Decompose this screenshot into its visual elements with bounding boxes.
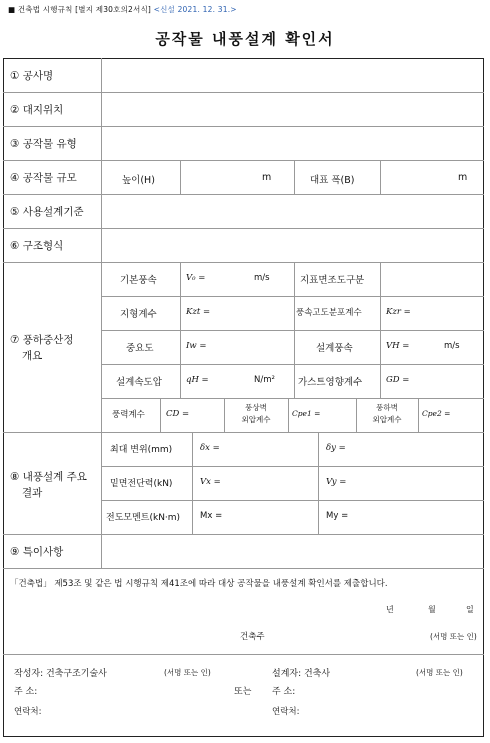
displacement-y: δy = xyxy=(326,443,346,453)
declaration-text: 「건축법」 제53조 및 같은 법 시행규칙 제41조에 따라 대상 공작물을 내풍설계 확인서를 제출합니다. xyxy=(10,579,388,589)
width-label: 대표 폭(B) xyxy=(310,175,355,186)
label-results-sub: 결과 xyxy=(22,487,43,499)
design-speed-label: 설계풍속 xyxy=(316,343,353,354)
date-month: 월 xyxy=(428,605,436,614)
author-label: 작성자: 건축구조기술사 xyxy=(14,669,107,679)
velocity-pressure-unit: N/m² xyxy=(254,375,275,385)
designer-contact: 연락처: xyxy=(272,707,300,717)
windward-wall-symbol: Cpe1 = xyxy=(292,409,321,418)
label-wind-load-sub: 개요 xyxy=(22,350,43,362)
overturning-moment-label: 전도모멘트(kN·m) xyxy=(106,513,181,523)
leeward-wall-label-2: 외압계수 xyxy=(372,415,402,424)
leeward-wall-symbol: Cpe2 = xyxy=(422,409,451,418)
height-unit: m xyxy=(262,172,272,183)
or-label: 또는 xyxy=(234,687,252,697)
roughness-label: 지표면조도구분 xyxy=(300,275,365,286)
moment-x: Mx = xyxy=(200,511,223,521)
max-displacement-label: 최대 변위(mm) xyxy=(110,445,173,455)
designer-label: 설계자: 건축사 xyxy=(272,669,331,679)
form-prefix: ■ 건축법 시행규칙 [별지 제30호의2서식] xyxy=(8,5,152,14)
windward-wall-label-1: 풍상벽 xyxy=(245,403,267,412)
designer-sign: (서명 또는 인) xyxy=(416,668,463,677)
gust-factor-symbol: GD = xyxy=(386,375,410,385)
importance-symbol: Iw = xyxy=(186,341,207,351)
base-shear-label: 밑면전단력(kN) xyxy=(110,479,173,489)
velocity-pressure-symbol: qH = xyxy=(186,375,209,385)
height-label: 높이(H) xyxy=(122,175,155,186)
gust-factor-label: 가스트영향계수 xyxy=(298,377,363,388)
label-structure-type: ③ 공작물 유형 xyxy=(10,138,77,150)
basic-wind-speed-label: 기본풍속 xyxy=(120,275,157,286)
label-remarks: ⑨ 특이사항 xyxy=(10,546,64,558)
base-shear-y: Vy = xyxy=(326,477,347,487)
form-revision: <신설 2021. 12. 31.> xyxy=(153,5,237,14)
height-dist-label: 풍속고도분포계수 xyxy=(296,308,362,318)
displacement-x: δx = xyxy=(200,443,220,453)
width-unit: m xyxy=(458,172,468,183)
label-structure-scale: ④ 공작물 규모 xyxy=(10,172,77,184)
author-sign: (서명 또는 인) xyxy=(164,668,211,677)
page-title: 공작물 내풍설계 확인서 xyxy=(155,30,335,48)
date-day: 일 xyxy=(466,605,474,614)
force-coef-label: 풍력계수 xyxy=(112,410,145,420)
moment-y: My = xyxy=(326,511,349,521)
author-contact: 연락처: xyxy=(14,707,42,717)
label-wind-load-title: ⑦ 풍하중산정 xyxy=(10,334,74,346)
label-structural-system: ⑥ 구조형식 xyxy=(10,240,64,252)
label-results-title: ⑧ 내풍설계 주요 xyxy=(10,471,87,483)
design-speed-symbol: VH = xyxy=(386,341,410,351)
basic-wind-speed-symbol: V₀ = xyxy=(186,273,206,283)
basic-wind-speed-unit: m/s xyxy=(254,273,270,283)
author-address: 주 소: xyxy=(14,687,38,697)
importance-label: 중요도 xyxy=(126,343,154,354)
label-project-name: ① 공사명 xyxy=(10,70,54,82)
topo-factor-label: 지형계수 xyxy=(120,309,157,320)
form-header xyxy=(8,4,237,15)
velocity-pressure-label: 설계속도압 xyxy=(116,377,162,388)
label-site-location: ② 대지위치 xyxy=(10,104,64,116)
design-speed-unit: m/s xyxy=(444,341,460,351)
owner-sign: (서명 또는 인) xyxy=(430,632,477,641)
force-coef-symbol: CD = xyxy=(166,409,190,419)
base-shear-x: Vx = xyxy=(200,477,221,487)
topo-factor-symbol: Kzt = xyxy=(186,307,211,317)
owner-label: 건축주 xyxy=(240,632,265,642)
leeward-wall-label-1: 풍하벽 xyxy=(376,403,398,412)
windward-wall-label-2: 외압계수 xyxy=(241,415,271,424)
height-dist-symbol: Kzr = xyxy=(386,307,411,317)
label-design-code: ⑤ 사용설계기준 xyxy=(10,206,84,218)
date-year: 년 xyxy=(386,605,394,614)
designer-address: 주 소: xyxy=(272,687,296,697)
